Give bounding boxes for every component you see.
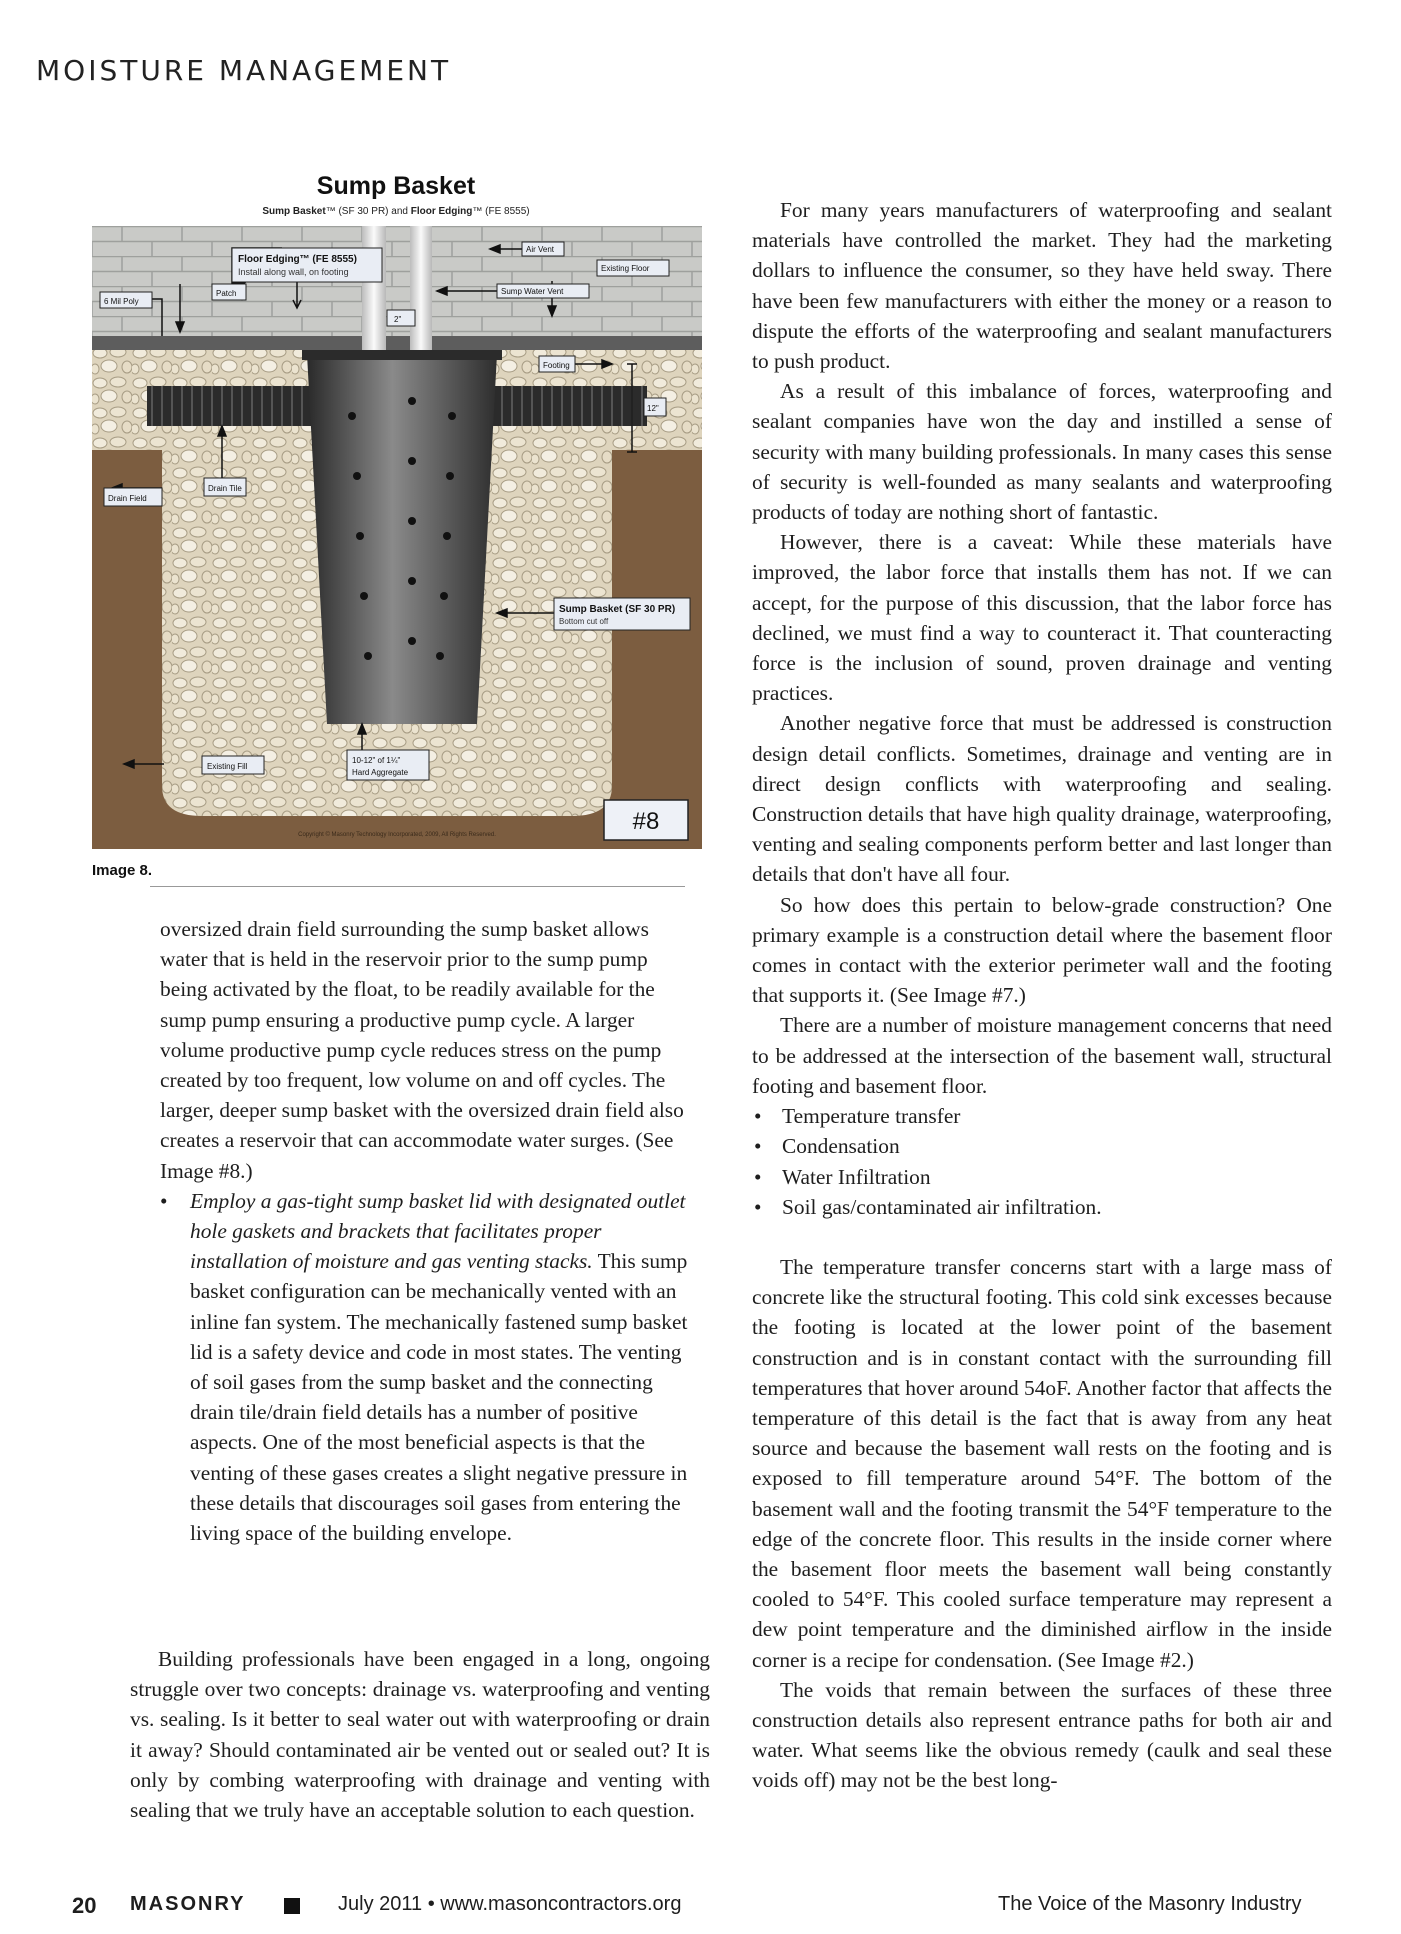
left-column-lower — [130, 1644, 710, 1825]
right-column — [752, 195, 1332, 1796]
left-bullet-emphasis: Employ a gas-tight sump basket lid with designated outlet hole gaskets and brackets that facilitates proper installation of moisture and gas venting stacks. — [190, 1188, 686, 1274]
label-twelve-inch: 12" — [647, 404, 659, 413]
bullet-mark: • — [160, 1188, 168, 1213]
label-copyright: Copyright © Masonry Technology Incorporated, 2009, All Rights Reserved. — [298, 832, 496, 838]
label-sump-basket-note: Bottom cut off — [559, 617, 609, 626]
list-item: • Water Infiltration — [754, 1164, 931, 1189]
left-column — [160, 914, 695, 1548]
label-sump-water-vent: Sump Water Vent — [501, 287, 564, 296]
right-paragraph-6: There are a number of moisture management concerns that need to be addressed at the intersection of the basement wall, structural footing and basement floor. — [752, 1013, 1332, 1098]
page-number: 20 — [72, 1893, 97, 1918]
label-patch: Patch — [216, 289, 237, 298]
label-floor-edging-note: Install along wall, on footing — [238, 267, 349, 277]
sump-basket-diagram — [92, 226, 702, 849]
label-existing-floor: Existing Floor — [601, 264, 650, 273]
left-paragraph-1: oversized drain field surrounding the sump basket allows water that is held in the reservoir prior to the sump pump being activated by the float, to be readily available for the sump pump ensuring a productive pump cycle. A larger volume productive pump cycle reduces stress on the pump created by too frequent, low volume on and off cycles. The larger, deeper sump basket with the oversized drain field also creates a reservoir that can accommodate water surges. (See Image #8.) — [160, 917, 684, 1183]
magazine-name: MASONRY — [130, 1893, 246, 1915]
caption-divider — [150, 886, 685, 887]
label-drain-field: Drain Field — [108, 494, 147, 503]
list-item: • Soil gas/contaminated air infiltration. — [754, 1194, 1102, 1219]
label-existing-fill: Existing Fill — [207, 762, 248, 771]
label-two-inch: 2" — [394, 315, 402, 324]
label-aggregate: 10-12" of 1¼" — [352, 756, 401, 765]
section-header: MOISTURE MANAGEMENT — [36, 54, 452, 87]
label-aggregate-2: Hard Aggregate — [352, 768, 409, 777]
left-bullet-item — [160, 1186, 695, 1548]
square-icon — [284, 1898, 300, 1914]
label-air-vent: Air Vent — [526, 245, 555, 254]
right-paragraph-8: The voids that remain between the surfaces of these three construction details also represent entrance paths for both air and water. What seems like the obvious remedy (caulk and seal these voids off) may not be the best long- — [752, 1677, 1332, 1793]
label-sump-basket: Sump Basket (SF 30 PR) — [559, 604, 676, 615]
right-paragraph-2: As a result of this imbalance of forces, waterproofing and sealant companies have won the day and instilled a sense of security with many building professionals. In many cases this sense of security is well-founded as many sealants and waterproofing products of today are nothing short of fantastic. — [752, 379, 1332, 525]
figure-caption: Image 8. — [92, 862, 153, 879]
left-paragraph-2: Building professionals have been engaged in a long, ongoing struggle over two concepts: drainage vs. waterproofing and venting vs. sealing. Is it better to seal water out with waterproofing or drain it away? Should contaminated air be vented out or sealed out? It is only by combing waterproofing with drainage and venting with sealing that we truly have an acceptable solution to each question. — [130, 1647, 710, 1823]
label-footing: Footing — [543, 361, 570, 370]
label-floor-edging: Floor Edging™ (FE 8555) — [238, 254, 357, 265]
figure-subtitle: Sump Basket™ (SF 30 PR) and Floor Edging™ (FE 8555) — [262, 206, 530, 217]
right-paragraph-5: So how does this pertain to below-grade construction? One primary example is a construction detail where the basement floor comes in contact with the exterior perimeter wall and the footing that supports it. (See Image #7.) — [752, 892, 1332, 1008]
right-paragraph-1: For many years manufacturers of waterproofing and sealant materials have controlled the market. They had the marketing dollars to influence the consumer, so they have held sway. There have been few manufacturers with either the money or a reason to dispute the efforts of the waterproofing and sealant manufacturers to push product. — [752, 198, 1332, 374]
left-bullet-text: This sump basket configuration can be mechanically vented with an inline fan system. The mechanically fastened sump basket lid is a safety device and code in most states. The venting of soil gases from the sump basket and the connecting drain tile/drain field details has a number of positive aspects. One of the most beneficial aspects is that the venting of these gases creates a slight negative pressure in these details that discourages soil gases from entering the living space of the building envelope. — [190, 1249, 688, 1546]
label-drain-tile: Drain Tile — [208, 484, 242, 493]
list-item: • Temperature transfer — [754, 1104, 961, 1129]
issue-info: July 2011 • www.masoncontractors.org — [338, 1893, 682, 1915]
concerns-list — [752, 1101, 1332, 1222]
footer-tagline: The Voice of the Masonry Industry — [998, 1893, 1302, 1915]
list-item: • Condensation — [754, 1134, 900, 1159]
right-paragraph-3: However, there is a caveat: While these materials have improved, the labor force that installs them has not. If we can accept, for the purpose of this discussion, that the labor force has declined, we must find a way to counteract it. That counteracting force is the inclusion of sound, proven drainage and venting practices. — [752, 530, 1332, 706]
right-paragraph-4: Another negative force that must be addressed is construction design detail conflicts. Sometimes, drainage and venting are in direct design conflicts with waterproofing and sealing. Construction details that have high quality drainage, waterproofing, venting and sealing components perform better and last longer than details that don't have all four. — [752, 711, 1332, 887]
figure-title: Sump Basket — [316, 172, 476, 200]
label-image-number: #8 — [632, 808, 660, 835]
label-six-mil-poly: 6 Mil Poly — [104, 297, 139, 306]
right-paragraph-7: The temperature transfer concerns start with a large mass of concrete like the structural footing. This cold sink excesses because the footing is located at the lower point of the basement construction and is in constant contact with the surrounding fill temperatures that hover around 54oF. Another factor that affects the temperature of this detail is the fact that is away from any heat source and because the basement wall rests on the footing and is exposed to fill temperature around 54°F. The bottom of the basement wall and the footing transmit the 54°F temperature to the edge of the concrete floor. This results in the inside corner where the basement floor meets the basement wall being constantly cooled to 54°F. This cooled surface temperature may represent a dew point temperature and the diminished airflow in the inside corner is a recipe for condensation. (See Image #2.) — [752, 1254, 1332, 1672]
